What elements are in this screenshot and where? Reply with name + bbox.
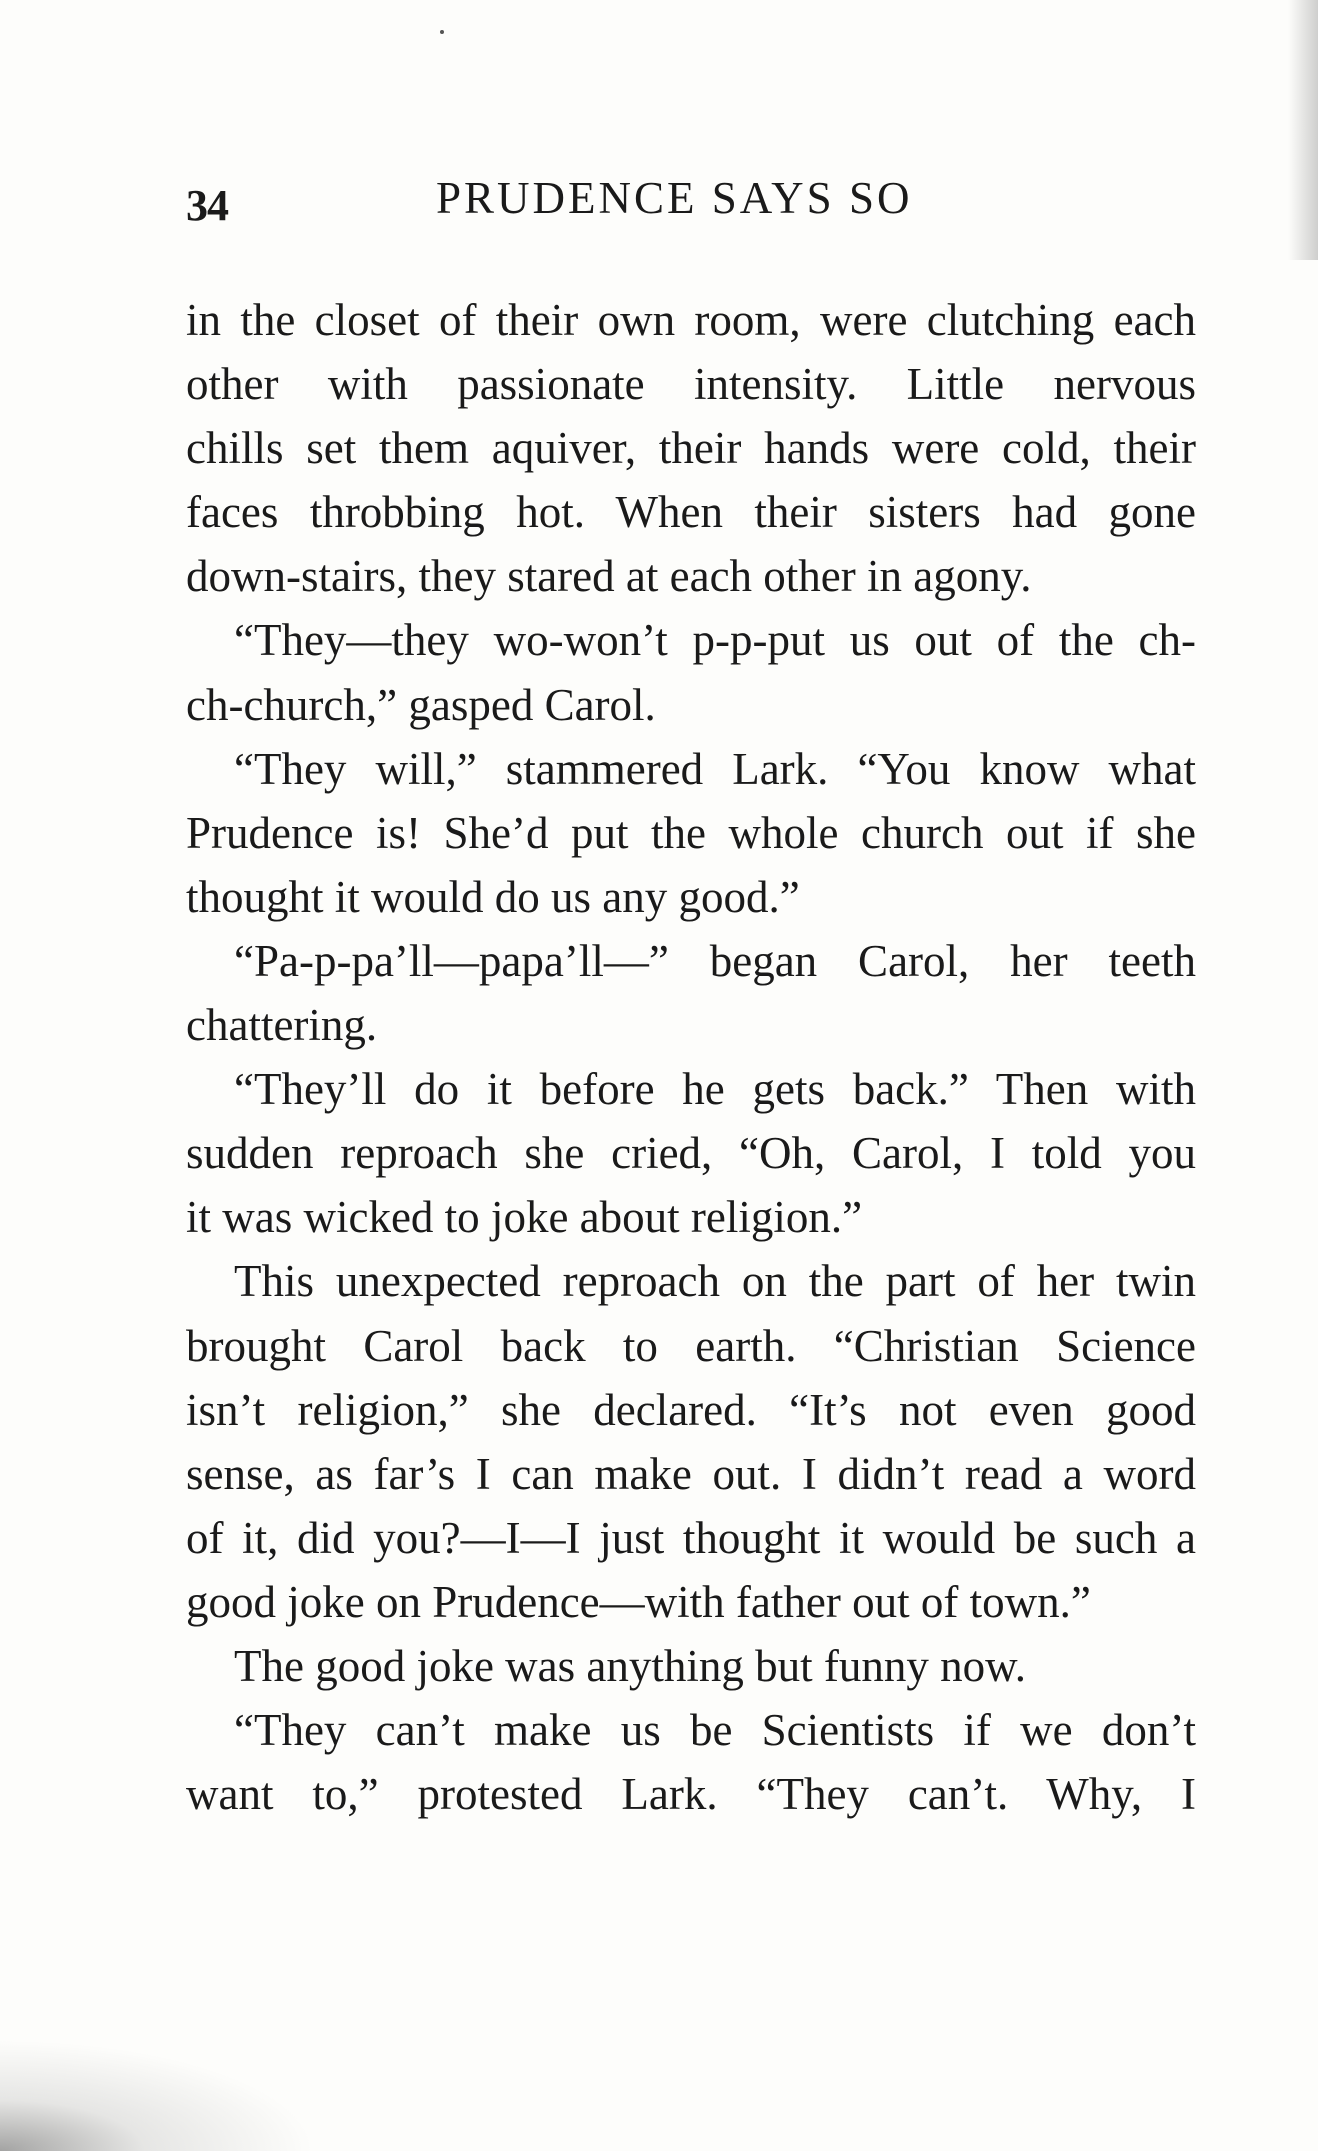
text-line: The good joke was anything but funny now.	[234, 1640, 1026, 1691]
page-header	[186, 172, 1196, 232]
text-line: “Pa-p-pa’ll—papa’ll—” began Carol, her teeth	[234, 935, 1196, 986]
body-text	[186, 288, 1196, 1826]
text-line: want to,” protested Lark. “They can’t. Why, I	[186, 1769, 1196, 1820]
text-line: This unexpected reproach on the part of her twin	[234, 1256, 1196, 1307]
running-head: PRUDENCE SAYS SO	[436, 173, 913, 223]
text-line: chattering.	[186, 1000, 378, 1051]
scan-speck	[440, 30, 444, 34]
text-line: isn’t religion,” she declared. “It’s not even good	[186, 1384, 1196, 1435]
text-line: it was wicked to joke about religion.”	[186, 1192, 863, 1243]
text-line: sudden reproach she cried, “Oh, Carol, I told you	[186, 1128, 1196, 1179]
text-line: in the closet of their own room, were clutching each	[186, 295, 1196, 345]
text-line: down-stairs, they stared at each other in agony.	[186, 551, 1032, 602]
text-line: faces throbbing hot. When their sisters had gone	[186, 487, 1196, 538]
text-line: “They will,” stammered Lark. “You know what	[234, 743, 1196, 794]
text-line: ch-church,” gasped Carol.	[186, 679, 656, 730]
text-line: chills set them aquiver, their hands were cold, their	[186, 423, 1196, 474]
page-number: 34	[186, 181, 228, 230]
text-line: “They—they wo-won’t p-p-put us out of the ch-	[234, 615, 1196, 666]
scan-corner-shadow	[0, 2031, 340, 2151]
text-line: Prudence is! She’d put the whole church out if she	[186, 807, 1196, 858]
text-line: brought Carol back to earth. “Christian Science	[186, 1320, 1196, 1371]
text-line: “They’ll do it before he gets back.” Then with	[234, 1064, 1196, 1115]
text-line: “They can’t make us be Scientists if we don’t	[234, 1705, 1196, 1756]
scan-edge-shadow	[1288, 0, 1318, 260]
text-line: other with passionate intensity. Little nervous	[186, 359, 1196, 410]
text-line: thought it would do us any good.”	[186, 871, 800, 922]
text-line: good joke on Prudence—with father out of town.”	[186, 1576, 1091, 1627]
text-line: sense, as far’s I can make out. I didn’t read a word	[186, 1448, 1196, 1499]
text-line: of it, did you?—I—I just thought it would be such a	[186, 1512, 1196, 1563]
